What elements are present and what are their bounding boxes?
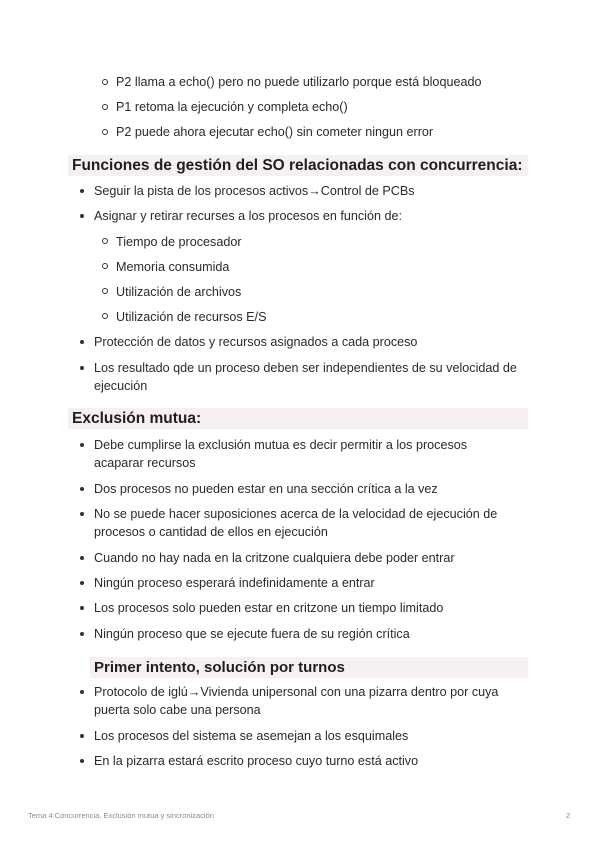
section-heading-mutual-exclusion: Exclusión mutua: [68, 408, 528, 429]
bullet [80, 734, 84, 738]
list-item: Cuando no hay nada en la critzone cualquiera debe poder entrar [94, 551, 455, 565]
section-heading-first-attempt: Primer intento, solución por turnos [90, 657, 528, 678]
bullet [80, 690, 84, 694]
list-item: Los procesos solo pueden estar en critzone un tiempo limitado [94, 601, 444, 615]
sub-bullet [102, 238, 108, 244]
list-item: En la pizarra estará escrito proceso cuyo turno está activo [94, 754, 419, 768]
list-item: Debe cumplirse la exclusión mutua es decir permitir a los procesos acaparar recursos [94, 438, 468, 470]
list-item: P1 retoma la ejecución y completa echo() [116, 100, 348, 114]
footer-title: Tema 4:Concurrencia. Exclusión mutua y sincronización [28, 811, 214, 820]
sub-bullet [102, 129, 108, 135]
list-item: Protección de datos y recursos asignados a cada proceso [94, 335, 418, 349]
sub-bullet [102, 104, 108, 110]
list-item: Asignar y retirar recurses a los procesos en función de: [94, 209, 402, 223]
bullet [80, 581, 84, 585]
list-item: Dos procesos no pueden estar en una sección crítica a la vez [94, 482, 438, 496]
sub-bullet [102, 313, 108, 319]
list-item: Ningún proceso esperará indefinidamente a entrar [94, 576, 375, 590]
list-item: Utilización de archivos [116, 285, 242, 299]
bullet [80, 487, 84, 491]
list-item: Memoria consumida [116, 260, 230, 274]
sub-bullet [102, 288, 108, 294]
bullet [80, 366, 84, 370]
bullet [80, 214, 84, 218]
list-item: Los resultado qde un proceso deben ser independientes de su velocidad de ejecución [94, 361, 517, 393]
list-item: Los procesos del sistema se asemejan a los esquimales [94, 729, 409, 743]
list-item: Protocolo de iglú→Vivienda unipersonal con una pizarra dentro por cuya puerta solo cabe una persona [94, 685, 499, 717]
list-item: Ningún proceso que se ejecute fuera de su región crítica [94, 627, 410, 641]
bullet [80, 340, 84, 344]
list-item: Seguir la pista de los procesos activos→Control de PCBs [94, 184, 415, 198]
bullet [80, 556, 84, 560]
bullet [80, 632, 84, 636]
bullet [80, 189, 84, 193]
sub-bullet [102, 79, 108, 85]
bullet [80, 443, 84, 447]
bullet [80, 606, 84, 610]
bullet [80, 759, 84, 763]
section-heading-concurrency-functions: Funciones de gestión del SO relacionadas con concurrencia: [68, 155, 528, 176]
page-number: 2 [566, 811, 571, 820]
bullet [80, 512, 84, 516]
list-item: P2 puede ahora ejecutar echo() sin cometer ningun error [116, 125, 434, 139]
list-item: Tiempo de procesador [116, 235, 242, 249]
sub-bullet [102, 263, 108, 269]
list-item: No se puede hacer suposiciones acerca de la velocidad de ejecución de procesos o cantidad de ellos en ejecución [94, 507, 498, 539]
list-item: Utilización de recursos E/S [116, 310, 267, 324]
list-item: P2 llama a echo() pero no puede utilizarlo porque está bloqueado [116, 75, 482, 89]
